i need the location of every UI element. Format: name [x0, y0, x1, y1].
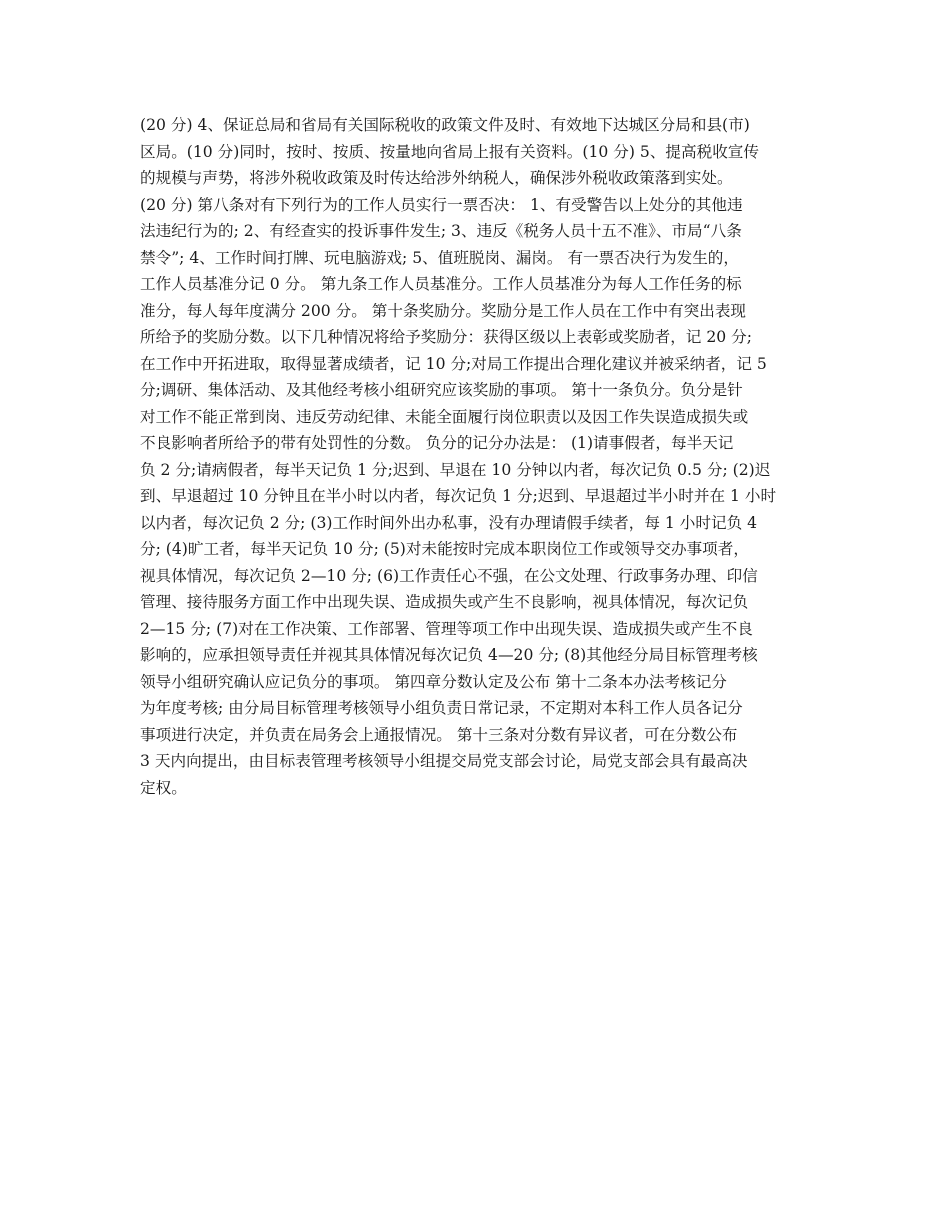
text-line: 分; (4)旷工者，每半天记负 10 分; (5)对未能按时完成本职岗位工作或领导交办事项者，	[140, 540, 749, 558]
text-line: (20 分) 第八条对有下列行为的工作人员实行一票否决： 1、有受警告以上处分的其他违	[140, 195, 743, 214]
text-line: 在工作中开拓进取，取得显著成绩者，记 10 分;对局工作提出合理化建议并被采纳者，记 5	[140, 354, 767, 373]
text-line: 对工作不能正常到岗、违反劳动纪律、未能全面履行岗位职责以及因工作失误造成损失或	[140, 407, 749, 426]
text-line: 2—15 分; (7)对在工作决策、工作部署、管理等项工作中出现失误、造成损失或产生不良	[140, 619, 753, 638]
text-line: 管理、接待服务方面工作中出现失误、造成损失或产生不良影响，视具体情况，每次记负	[140, 593, 749, 611]
text-line: 法违纪行为的; 2、有经查实的投诉事件发生; 3、违反《税务人员十五不准》、市局“八条	[140, 222, 742, 240]
text-line: 工作人员基准分记 0 分。 第九条工作人员基准分。工作人员基准分为每人工作任务的标	[140, 275, 742, 293]
text-line: 事项进行决定，并负责在局务会上通报情况。 第十三条对分数有异议者，可在分数公布	[140, 725, 738, 744]
text-line: 准分，每人每年度满分 200 分。 第十条奖励分。奖励分是工作人员在工作中有突出表现	[140, 301, 747, 320]
text-line: 以内者，每次记负 2 分; (3)工作时间外出办私事，没有办理请假手续者，每 1 小时记负 4	[140, 513, 758, 532]
text-line: 分;调研、集体活动、及其他经考核小组研究应该奖励的事项。 第十一条负分。负分是针	[140, 381, 743, 399]
text-line: 到、早退超过 10 分钟且在半小时以内者，每次记负 1 分;迟到、早退超过半小时并在 1 小时	[140, 487, 777, 505]
text-line: 禁令”; 4、工作时间打牌、玩电脑游戏; 5、值班脱岗、漏岗。 有一票否决行为发生的，	[140, 248, 739, 267]
text-line: 定权。	[140, 778, 187, 797]
text-line: 不良影响者所给予的带有处罚性的分数。 负分的记分办法是： (1)请事假者，每半天记	[140, 434, 734, 452]
text-line: (20 分) 4、保证总局和省局有关国际税收的政策文件及时、有效地下达城区分局和县(市)	[140, 116, 750, 134]
text-line: 的规模与声势，将涉外税收政策及时传达给涉外纳税人，确保涉外税收政策落到实处。	[140, 169, 733, 187]
text-line: 影响的，应承担领导责任并视其具体情况每次记负 4—20 分; (8)其他经分局目标管理考核	[140, 646, 758, 664]
body-text	[140, 112, 816, 801]
text-line: 为年度考核; 由分局目标管理考核领导小组负责日常记录，不定期对本科工作人员各记分	[140, 699, 743, 717]
text-line: 视具体情况，每次记负 2—10 分; (6)工作责任心不强，在公文处理、行政事务办理、印信	[140, 566, 758, 585]
text-line: 所给予的奖励分数。以下几种情况将给予奖励分：获得区级以上表彰或奖励者，记 20 分;	[140, 328, 752, 346]
text-line: 领导小组研究确认应记负分的事项。 第四章分数认定及公布 第十二条本办法考核记分	[140, 672, 727, 691]
text-line: 3 天内向提出，由目标表管理考核领导小组提交局党支部会讨论，局党支部会具有最高决	[140, 752, 748, 770]
text-line: 负 2 分;请病假者，每半天记负 1 分;迟到、早退在 10 分钟以内者，每次记负 0.5 分; (2)迟	[140, 460, 771, 479]
text-line: 区局。(10 分)同时，按时、按质、按量地向省局上报有关资料。(10 分) 5、提高税收宣传	[140, 142, 759, 161]
